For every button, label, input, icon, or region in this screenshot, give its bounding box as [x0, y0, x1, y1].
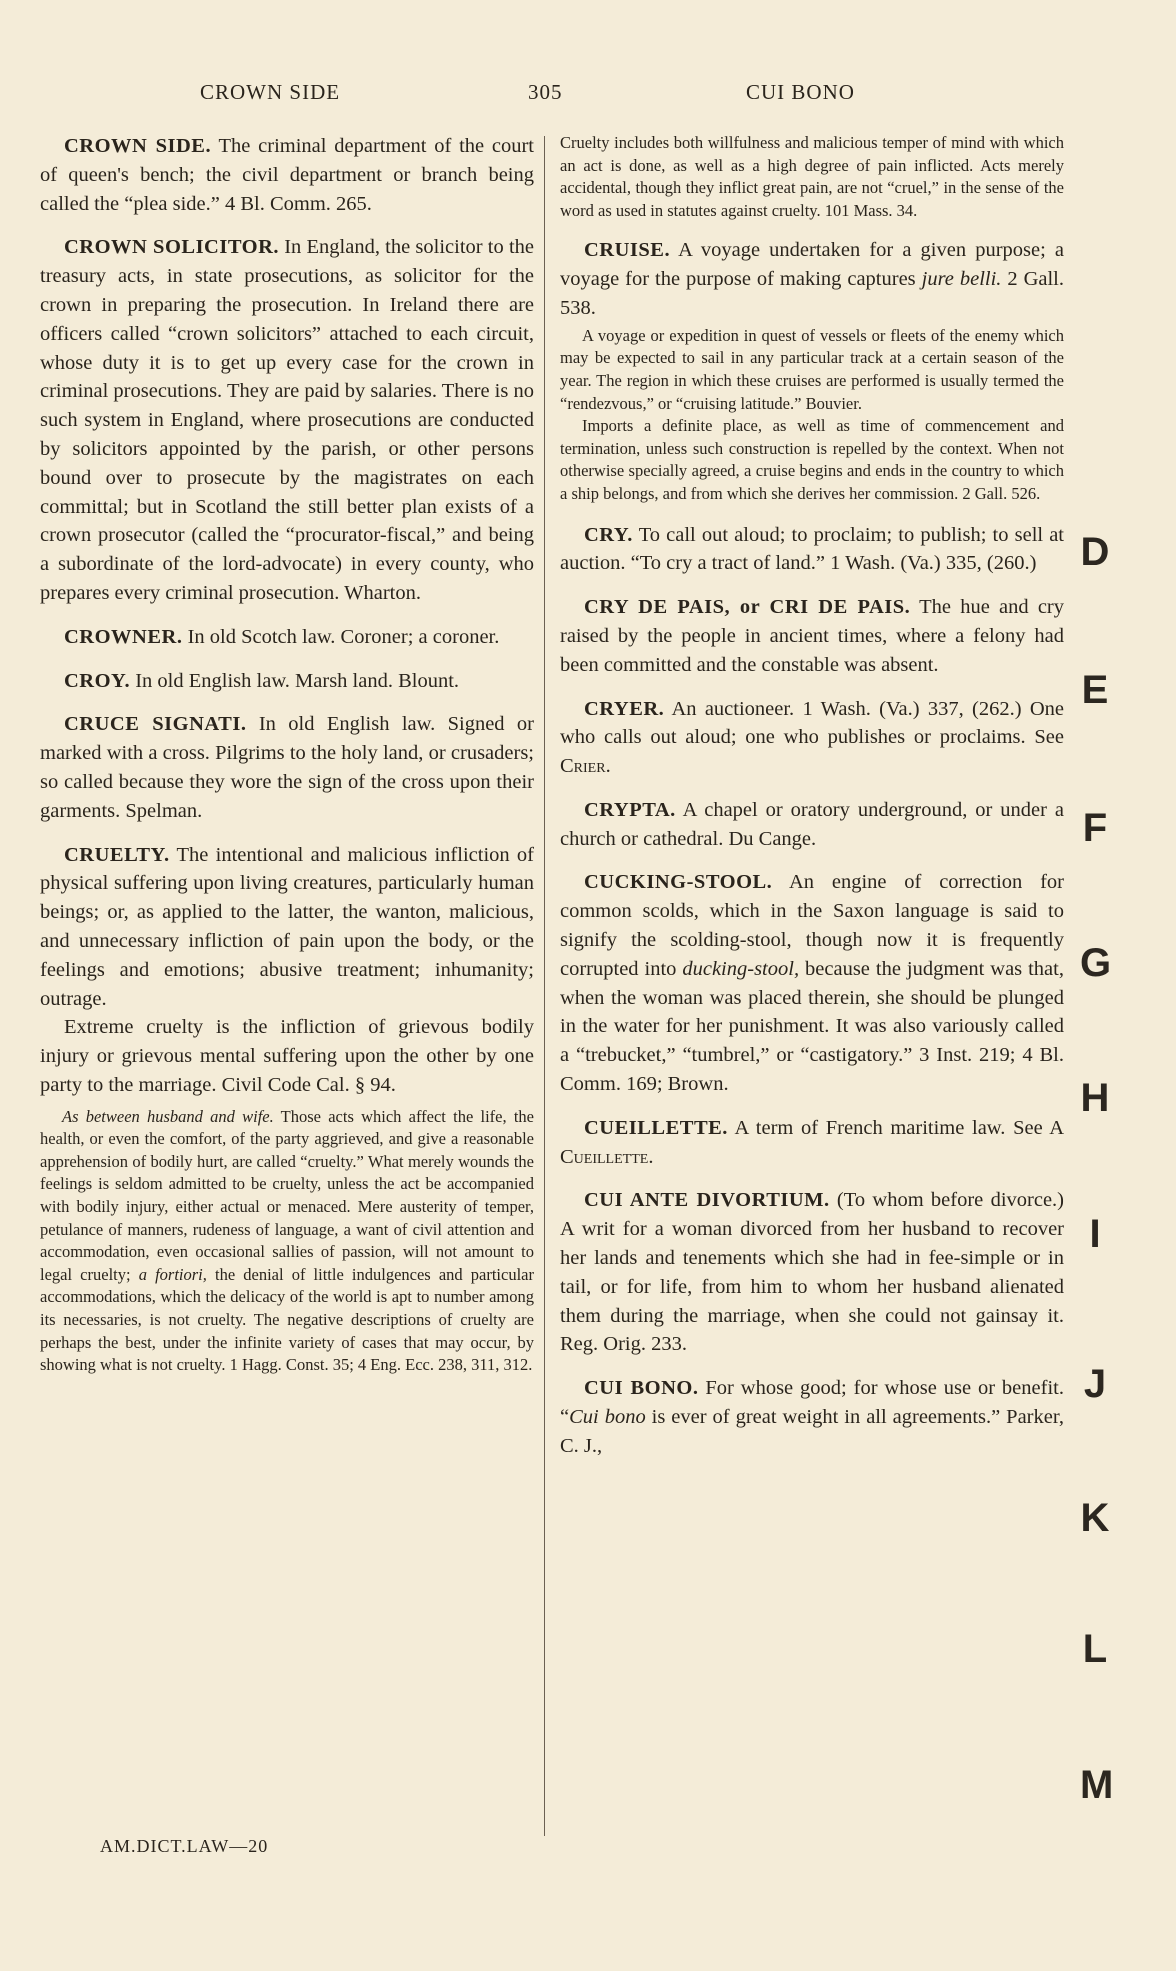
headword: CRUELTY.	[64, 843, 170, 866]
headword: CUEILLETTE.	[584, 1116, 728, 1139]
entry-cruce-signati	[40, 710, 534, 825]
left-column	[40, 132, 534, 1381]
headword: CRYER.	[584, 697, 665, 720]
headword: CRY DE PAIS, or CRI DE PAIS.	[584, 596, 911, 619]
thumb-index-d[interactable]: D	[1080, 530, 1110, 574]
running-head-right: CUI BONO	[746, 80, 855, 104]
entry-cry-de-pais	[560, 593, 1064, 679]
cruelty-continuation-note: Cruelty includes both willfulness and malicious temper of mind with which an act is done, as well as a high degree of pain inflicted. Acts merely accidental, though they inflict great pain, are not “cruel,” in the sense of the word as used in statutes against cruelty. 101 Mass. 34.	[560, 133, 1064, 220]
definition-end: .	[605, 755, 611, 778]
definition: A term of French maritime law. See A	[727, 1116, 1064, 1139]
headword: CUI BONO.	[584, 1377, 699, 1400]
thumb-index-l[interactable]: L	[1082, 1627, 1108, 1671]
entry-cui-ante-divortium	[560, 1186, 1064, 1359]
headword: CUI ANTE DIVORTIUM.	[584, 1189, 830, 1212]
entry-cruelty	[40, 841, 534, 1377]
definition: A voyage undertaken for a given purpose; a voyage for the purpose of making captures	[560, 239, 1064, 291]
definition: The hue and cry raised by the people in ancient times, where a felony had been committed and the constable was absent.	[560, 596, 1065, 676]
headword: CROWNER.	[64, 625, 183, 648]
thumb-index-g[interactable]: G	[1080, 941, 1112, 985]
entry-crown-side	[40, 132, 534, 218]
definition-end: 2 Gall. 538.	[560, 268, 1064, 319]
headword: CUCKING-STOOL.	[584, 871, 773, 894]
definition: In old English law. Marsh land. Blount.	[130, 669, 460, 692]
entry-cui-bono	[560, 1374, 1064, 1460]
cruise-note-1: A voyage or expedition in quest of vessels or fleets of the enemy which may be expected to sail in any particular track at a certain season of the year. The region in which these cruises are performed is usually termed the “rendezvous,” or “cruising latitude.” Bouvier.	[560, 325, 1064, 413]
headword: CRY.	[584, 523, 633, 546]
thumb-index-i[interactable]: I	[1089, 1212, 1101, 1256]
entry-crypta	[560, 796, 1064, 854]
entry-crowner	[40, 623, 534, 652]
thumb-index-k[interactable]: K	[1080, 1496, 1110, 1540]
note-italic-2: a fortiori,	[138, 1264, 207, 1284]
thumb-index-f[interactable]: F	[1082, 806, 1108, 850]
headword: CRUCE SIGNATI.	[64, 713, 247, 736]
signature-mark: AM.DICT.LAW—20	[100, 1836, 269, 1856]
running-head	[0, 80, 1176, 110]
cruelty-note	[40, 1106, 534, 1377]
definition: The criminal department of the court of queen's bench; the civil department or branch being called the “plea side.” 4 Bl. Comm. 265.	[40, 135, 535, 215]
right-column	[560, 132, 1064, 1476]
definition: In old Scotch law. Coroner; a coroner.	[182, 625, 500, 648]
definition: For whose good; for whose use or benefit. “	[560, 1377, 1064, 1429]
entry-cueillette	[560, 1114, 1064, 1172]
definition-end: .	[648, 1145, 654, 1168]
headword: CRYPTA.	[584, 798, 676, 821]
thumb-index-h[interactable]: H	[1080, 1076, 1110, 1120]
definition: In old English law. Signed or marked with a cross. Pilgrims to the holy land, or crusaders; so called because they wore the sign of the cross upon their garments. Spelman.	[40, 713, 534, 822]
definition: A chapel or oratory underground, or under a church or cathedral. Du Cange.	[560, 798, 1064, 850]
cross-reference: Cueillette	[560, 1145, 649, 1168]
headword: CROWN SOLICITOR.	[64, 236, 280, 259]
headword: CROY.	[64, 669, 131, 692]
page-number: 305	[528, 80, 563, 104]
definition: (To whom before divorce.) A writ for a woman divorced from her husband to recover her lands and tenements which she had in fee-simple or in tail, or for life, from him to whom her husband alienated them during the marriage, when she could not gainsay it. Reg. Orig. 233.	[560, 1189, 1064, 1356]
definition-italic: ducking-stool,	[682, 957, 800, 980]
entry-crown-solicitor	[40, 233, 534, 607]
definition-italic: Cui bono	[569, 1406, 646, 1429]
cruise-note-2: Imports a definite place, as well as time of commencement and termination, unless such construction is repelled by the context. When not otherwise specially agreed, a cruise begins and ends in the country to which a ship belongs, and from which she derives her commission. 2 Gall. 526.	[560, 416, 1064, 503]
thumb-index-e[interactable]: E	[1081, 668, 1109, 712]
headword: CRUISE.	[584, 239, 671, 262]
definition-end: because the judgment was that, when the woman was placed therein, she should be plunged in the water for her punishment. It was also variously called a “trebucket,” “tumbrel,” or “castigatory.” 3 Inst. 219; 4 Bl. Comm. 169; Brown.	[560, 957, 1064, 1096]
definition: In England, the solicitor to the treasury acts, in state prosecutions, as solicitor for the crown in preparing the prosecution. In Ireland there are officers called “crown solicitors” attached to each circuit, whose duty it is to get up every case for the crown in criminal prosecutions. They are paid by salaries. There is no such system in England, where prosecutions are conducted by solicitors appointed by the parish, or other persons bound over to prosecute by the magistrates on each committal; but in Scotland the still better plan exists of a crown prosecutor (called the “procurator-fiscal,” and being a subordinate of the lord-advocate) in every county, who prepares every criminal prosecution. Wharton.	[40, 236, 534, 604]
thumb-index-m[interactable]: M	[1080, 1763, 1114, 1807]
cruelty-paragraph-2: Extreme cruelty is the infliction of grievous bodily injury or grievous mental suffering upon the other by one party to the marriage. Civil Code Cal. § 94.	[40, 1016, 534, 1096]
entry-cry	[560, 521, 1064, 579]
column-divider	[544, 136, 545, 1836]
headword: CROWN SIDE.	[64, 135, 212, 157]
entry-croy	[40, 667, 534, 696]
definition-italic: jure belli.	[921, 268, 1002, 291]
definition: An engine of correction for common scolds, which in the Saxon language is said to signify the scolding-stool, though now it is frequently corrupted into	[560, 871, 1064, 980]
thumb-index-j[interactable]: J	[1083, 1362, 1107, 1406]
cross-reference: Crier	[560, 755, 606, 778]
entry-cruise	[560, 236, 1064, 505]
definition: To call out aloud; to proclaim; to publish; to sell at auction. “To cry a tract of land.” 1 Wash. (Va.) 335, (260.)	[560, 523, 1064, 575]
note-text-1: Those acts which affect the life, the health, or even the comfort, of the party aggrieved, and give a reasonable apprehension of bodily hurt, are called “cruelty.” What merely wounds the feelings is seldom admitted to be cruelty, unless the act be accompanied with bodily injury, either actual or menaced. Mere austerity of temper, petulance of manners, rudeness of language, a want of civil attention and accommodation, even occasional sallies of passion, will not amount to legal cruelty;	[40, 1106, 534, 1284]
definition: An auctioneer. 1 Wash. (Va.) 337, (262.) One who calls out aloud; one who publishes or proclaims. See	[560, 697, 1064, 749]
running-head-left: CROWN SIDE	[200, 80, 341, 104]
definition-end: is ever of great weight in all agreements.” Parker, C. J.,	[560, 1406, 1064, 1457]
definition: The intentional and malicious infliction of physical suffering upon living creatures, particularly human beings; or, as applied to the latter, the wanton, malicious, and unnecessary infliction of pain upon the body, or the feelings and emotions; abusive treatment; inhumanity; outrage.	[40, 843, 534, 1010]
entry-cucking-stool	[560, 868, 1064, 1098]
note-italic: As between husband and wife.	[62, 1106, 274, 1126]
entry-cryer	[560, 695, 1064, 781]
note-text-2: the denial of little indulgences and particular accommodations, which the delicacy of the world is apt to number among its necessaries, is not cruelty. The negative descriptions of cruelty are perhaps the best, under the infinite variety of cases that may occur, by showing what is not cruelty. 1 Hagg. Const. 35; 4 Eng. Ecc. 238, 311, 312.	[40, 1264, 534, 1375]
